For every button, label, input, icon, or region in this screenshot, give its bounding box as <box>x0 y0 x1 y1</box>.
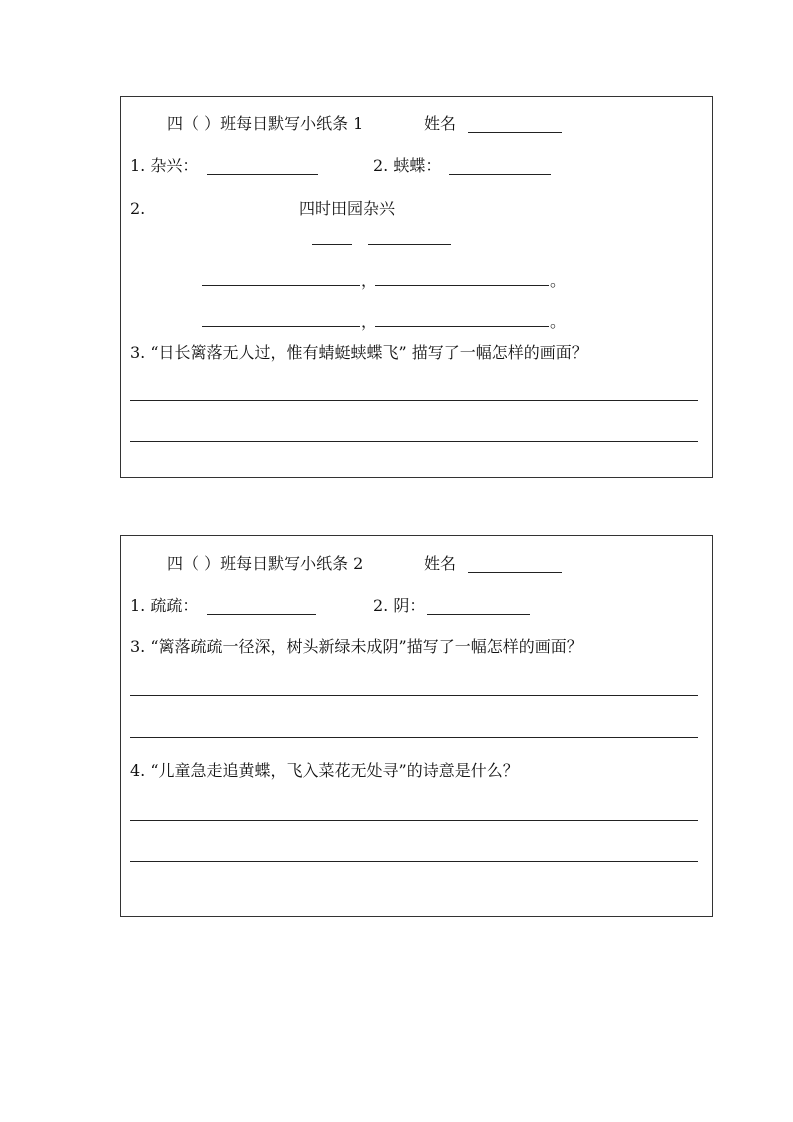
dictation-slip-1 <box>120 96 713 478</box>
question-4-label: 4. “儿童急走追黄蝶，飞入菜花无处寻”的诗意是什么？ <box>130 761 519 780</box>
period: 。 <box>550 312 567 331</box>
poem-title: 四时田园杂兴 <box>299 199 396 218</box>
dictation-slip-2 <box>120 535 713 917</box>
slip-title: 四（ ）班每日默写小纸条 2 <box>167 554 364 573</box>
answer-line[interactable] <box>130 820 698 821</box>
question-2-blank[interactable] <box>427 614 530 615</box>
question-2-label: 2. 蛱蝶： <box>373 156 442 175</box>
dynasty-blank[interactable] <box>312 244 352 245</box>
name-blank[interactable] <box>468 572 562 573</box>
question-1-blank[interactable] <box>207 174 318 175</box>
poem-line-1-blank[interactable] <box>202 285 360 286</box>
comma: ， <box>361 312 378 331</box>
answer-line[interactable] <box>130 737 698 738</box>
name-blank[interactable] <box>468 132 562 133</box>
answer-line[interactable] <box>130 695 698 696</box>
author-blank[interactable] <box>368 244 451 245</box>
period: 。 <box>550 271 567 290</box>
question-3-number: 2. <box>130 199 146 218</box>
answer-line[interactable] <box>130 861 698 862</box>
question-2-blank[interactable] <box>449 174 551 175</box>
answer-line[interactable] <box>130 441 698 442</box>
poem-line-3-blank[interactable] <box>202 326 360 327</box>
question-4-label: 3. “日长篱落无人过，惟有蜻蜓蛱蝶飞” 描写了一幅怎样的画面？ <box>130 343 588 362</box>
question-1-label: 1. 杂兴： <box>130 156 199 175</box>
question-3-label: 3. “篱落疏疏一径深，树头新绿未成阴”描写了一幅怎样的画面？ <box>130 637 583 656</box>
question-2-label: 2. 阴： <box>373 596 426 615</box>
poem-line-4-blank[interactable] <box>375 326 549 327</box>
slip-title: 四（ ）班每日默写小纸条 1 <box>167 114 364 133</box>
question-1-blank[interactable] <box>207 614 316 615</box>
name-label: 姓名 <box>424 554 457 573</box>
comma: ， <box>361 271 378 290</box>
poem-line-2-blank[interactable] <box>375 285 549 286</box>
name-label: 姓名 <box>424 114 457 133</box>
answer-line[interactable] <box>130 400 698 401</box>
question-1-label: 1. 疏疏： <box>130 596 199 615</box>
